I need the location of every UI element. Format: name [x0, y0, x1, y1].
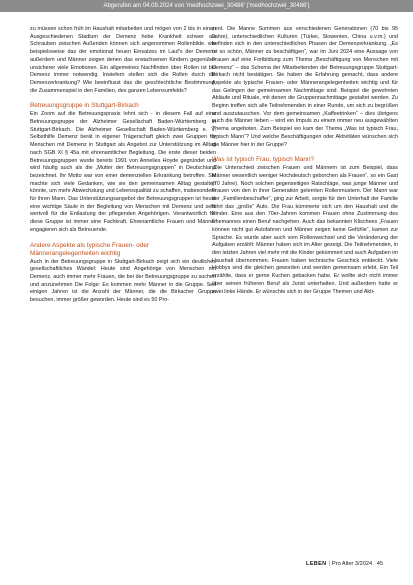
- body-paragraph: zu müssen schon früh im Haushalt mitarbeiten und mögen von 2 bis in einen Ausgeschiedenen Stadium der Demenz hebe Krankheit schwer als Schrauben zwischen Außenden können sich angenommen Rollenbilde. wie beispielsweise das der emotional heuen Einsatzes im Lauf's der Demenz außerdem und Männer zeigen denen das erwachsenen Kindern gegenüber unsicherer viele Emotionen. Ein allgemeines Nachfinden über Rollen ist bei Demenz immer notwendig. Inwiefern stellen sich die Rollen durch die Demenzerkrankung? Wie beeinflusst das die geschlechtliche Bestimmung, die Zusammenspiel in den Familien, des ganzen Lebensumfelds?: [30, 26, 216, 94]
- page-number: 45: [376, 561, 383, 567]
- section-heading: Was ist typisch Frau, typisch Mann?: [212, 156, 315, 164]
- footer-separator: |: [328, 561, 330, 567]
- download-banner: Abgerufen am 04.09.2024 von 'medhochzwei_30486' ('medhochzwei_30486'): [0, 0, 413, 12]
- footer-section: LEBEN: [306, 561, 327, 567]
- page-footer: [306, 560, 383, 568]
- section-heading: Andere Aspekte als typische Frauen- oder Männerangelegenheiten wichtig: [30, 241, 150, 257]
- footer-publication: Pro Alter 3/2024: [331, 561, 373, 567]
- body-paragraph: Ein Zoom auf die Betreuungspraxis lohnt sich - in diesem Fall auf eine Betreuungsgruppe der Alzheimer Gesellschaft Baden-Württemberg in Stuttgart-Birkach. Die Alzheimer Gesellschaft Baden-Württemberg e. V. Selbsthilfe Demenz berät in eigener Trägerschaft gleich zwei Gruppen für Menschen mit Demenz in Stuttgart als Angebot zur Unterstützung im Alltag nach SGB XI § 45a mit ehrenamtlicher Begleitung. Die erste dieser beiden Betreuungsgruppen wurde bereits 1991 von Annelies Hoyde gegründet und wird häufig auch als die „Mutter der Betreuungsgruppen“ in Deutschland bezeichnet. Ihr Motto war von einer demenziellen Erkrankung betroffen. Sie machte sich viele Gedanken, wie sie den gemeinsamen Alltag gestalten könnte, um mehr Abwechslung und Lebensqualität zu schaffen, insbesondere für ihren Mann. Das Unterstützungsangebot der Betreuungsgruppen ist heute eine wichtige Säule in der Begleitung von Menschen mit Demenz und sehr wertvoll für die Entlastung der pflegenden Angehörigen. Verantwortlich für diese Gruppe ist immer eine Fachkraft. Ehrenamtliche Frauen und Männer engagieren sich als Betreuende.: [30, 111, 216, 233]
- section-heading: Betreuungsgruppe in Stuttgart-Birkach: [30, 102, 139, 110]
- left-column: [30, 26, 216, 305]
- right-column: [212, 26, 398, 296]
- body-paragraph: zent. Die Manne Summen aus verschiedenen Generationen (70 bis 95 Jahre), unterschiedlichen Kulturen (Türkei, Slowenien, China u.v.m.) und befinden sich in den unterschiedlichen Phasen der Demenzerkrankung. „Es ist so schön, Männer zu beschäftigen“, war im Juni 2024 eine Aussage von Frauen auf eine Fortbildung zum Thema „Beschäftigung von Menschen mit Demenz“ – das Schema der Mitarbeitenden der Betreuungsgruppe Stuttgart-Birkach nicht bestätigen. Sie haben die Erfahrung gemacht, dass andere Aspekte als typische Frauen- oder Männerangelegenheiten wichtig und für das Gelingen der gemeinsamen Nachmittage sind. Beispiel die gewohnten Abläufe und Rituale, mit denen die Gruppennachmittage gestaltet werden. Zu Beginn treffen sich alle Teilnehmenden in einer Runde, um sich zu begrüßen und auszutauschen. Vor dem gemeinsamen „Kaffeetrinken“ – dies übrigens auch die Männer lieben – wird ein Impuls zu einem immer neu ausgewählten Thema angeboten. Zum Beispiel wo kam der Thema „Was ist typisch Frau, typisch Mann“? Und welche Beschäftigungen oder Aktivitäten wünschen sich die Männer hier in der Gruppe?: [212, 26, 398, 148]
- body-paragraph: „Die Unterschied zwischen Frauen und Männern ist zum Beispiel, dass Männer wesentlich weniger Hochdeutsch geborchen als Frauen“, so ein Gast (70 Jahre). Noch solchen gegenseitigen Ratschläge, was junge Männer und Frauen von den in ihrer Generation gelernten Rollenmustern. Der Mann war der „Familienbeschaffer“, ging zur Arbeit, sorgte für den Unterhalt der Familie führt das „große“ Auto. Die Frau kümmerte sich um den Haushalt und die Kinder. Eine aus den 70er-Jahren kommen Frauen ohne Zustimmung des Ehemannes einen Beruf nachgehen. Auch das bekannten Klischees „Frauen können nicht gut Autofahren und Männer zeigen keine Gefühle“, kamen zur Sprache. Es wurde aber auch vom Rollenwechsel und die Veränderung der Aufgaben erzählt: Männer haben sich im Alter gezeigt. Die Teilnehmenden, in den letzten Jahren viel mehr mit die Kinder gekümmert und auch Aufgaben im Haushalt übernommen. Frauen haben technische Geschick entdeckt. Viele Hobbys sind die gleichen geworden und werden gemeinsam erlebt. Ein Teil erzählte, dass er gerne Kuchen gebacken habe. Er wollte sich nicht immer über seinen früheren Beruf als Jurist unterhalten. Und außerdem hatte er zwei linke Hände. Er wünschte sich in der Gruppe Themen und Akti-: [212, 165, 398, 295]
- body-paragraph: Auch in der Betreuungsgruppe in Stuttgart-Birkach zeigt sich ein deutliches gesellschaftliches Wandel: Heute sind Angehörige von Menschen mit Demenz, auch immer mehr Frauen, die bei der Betreuungsgruppe zu suchen und anzunehmen Die Folge: Es kommen mehr Männer in die Gruppe. Seit einigen Jahren ist die Anzahl der Männer, die die Birkacher Gruppe besuchen, immer größer geworden. Heute sind es 50 Pro-: [30, 258, 216, 304]
